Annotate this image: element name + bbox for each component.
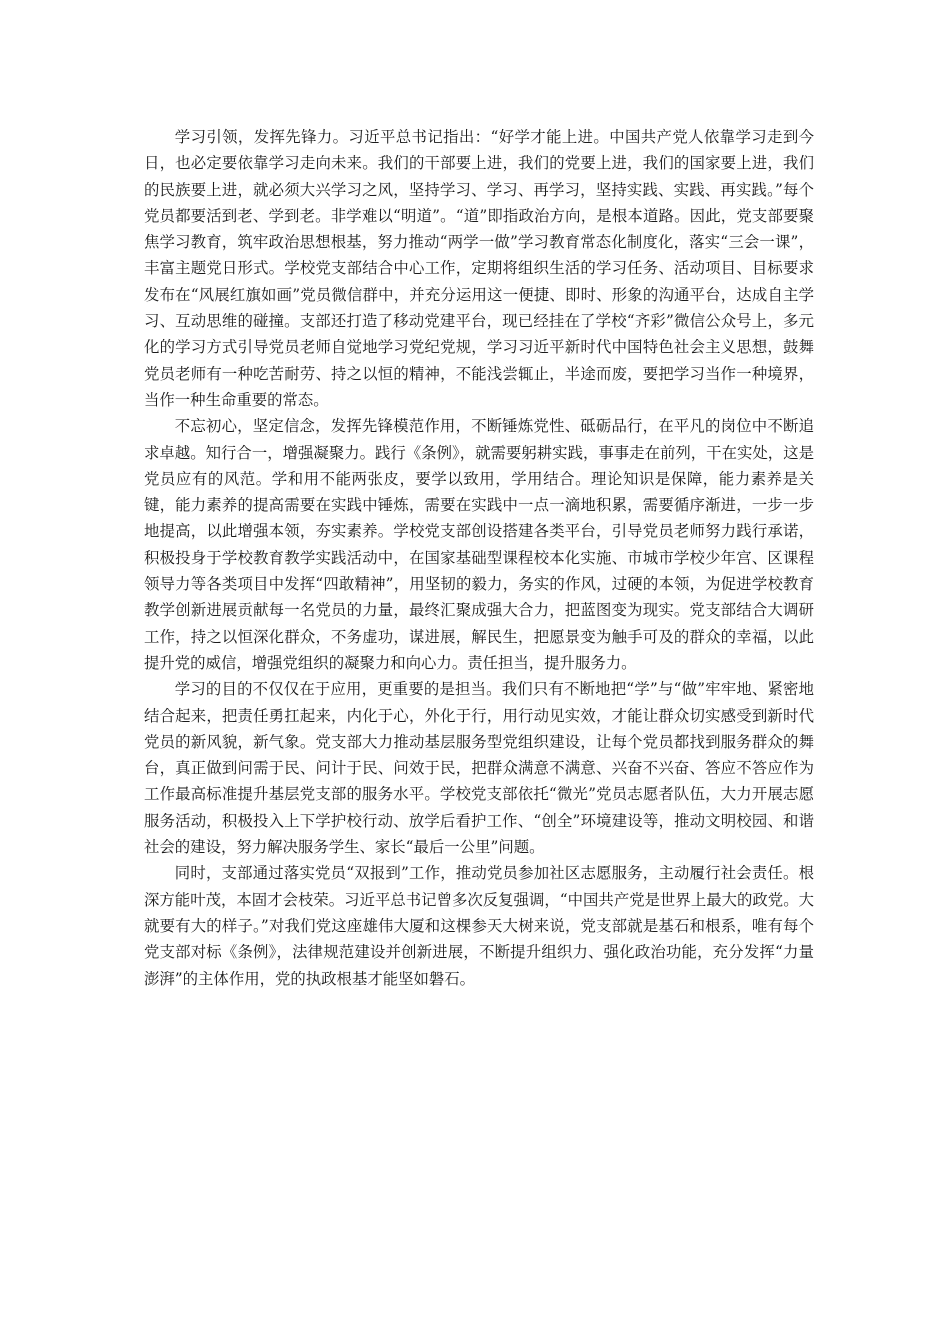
paragraph-conclusion: 同时，支部通过落实党员“双报到”工作，推动党员参加社区志愿服务，主动履行社会责任。根深方能叶茂，本固才会枝荣。习近平总书记曾多次反复强调，“中国共产党是世界上最大的政党。大就要有大的样子。”对我们党这座雄伟大厦和这棵参天大树来说，党支部就是基石和根系，唯有每个党支部对标《条例》，法律规范建设并创新进展，不断提升组织力、强化政治功能，充分发挥“力量澎湃”的主体作用，党的执政根基才能坚如磐石。 — [144, 864, 814, 988]
paragraph-responsibility: 学习的目的不仅仅在于应用，更重要的是担当。我们只有不断地把“学”与“做”牢牢地、紧密地结合起来，把责任勇扛起来，内化于心，外化于行，用行动见实效，才能让群众切实感受到新时代党员的新风貌，新气象。党支部大力推动基层服务型党组织建设，让每个党员都找到服务群众的舞台，真正做到问需于民、问计于民、问效于民，把群众满意不满意、兴奋不兴奋、答应不答应作为工作最高标准提升基层党支部的服务水平。学校党支部依托“微光”党员志愿者队伍，大力开展志愿服务活动，积极投入上下学护校行动、放学后看护工作、“创全”环境建设等，推动文明校园、和谐社会的建设，努力解决服务学生、家长“最后一公里”问题。 — [144, 680, 814, 857]
paragraph-original-aspiration: 不忘初心，坚定信念，发挥先锋模范作用，不断锤炼党性、砥砺品行，在平凡的岗位中不断追求卓越。知行合一，增强凝聚力。践行《条例》，就需要躬耕实践，事事走在前列，干在实处，这是党员应有的风范。学和用不能两张皮，要学以致用，学用结合。理论知识是保障，能力素养是关键，能力素养的提高需要在实践中锤炼，需要在实践中一点一滴地积累，需要循序渐进，一步一步地提高，以此增强本领，夯实素养。学校党支部创设搭建各类平台，引导党员老师努力践行承诺，积极投身于学校教育教学实践活动中，在国家基础型课程校本化实施、市城市学校少年宫、区课程领导力等各类项目中发挥“四敢精神”，用坚韧的毅力，务实的作风，过硬的本领，为促进学校教育教学创新进展贡献每一名党员的力量，最终汇聚成强大合力，把蓝图变为现实。党支部结合大调研工作，持之以恒深化群众，不务虚功，谋进展，解民生，把愿景变为触手可及的群众的幸福，以此提升党的威信，增强党组织的凝聚力和向心力。责任担当，提升服务力。 — [144, 417, 814, 672]
document-body — [144, 124, 814, 992]
paragraph-study-leadership: 学习引领，发挥先锋力。习近平总书记指出：“好学才能上进。中国共产党人依靠学习走到今日，也必定要依靠学习走向未来。我们的干部要上进，我们的党要上进，我们的国家要上进，我们的民族要上进，就必须大兴学习之风，坚持学习、学习、再学习，坚持实践、实践、再实践。”每个党员都要活到老、学到老。非学难以“明道”。“道”即指政治方向，是根本道路。因此，党支部要聚焦学习教育，筑牢政治思想根基，努力推动“两学一做”学习教育常态化制度化，落实“三会一课”，丰富主题党日形式。学校党支部结合中心工作，定期将组织生活的学习任务、活动项目、目标要求发布在“风展红旗如画”党员微信群中，并充分运用这一便捷、即时、形象的沟通平台，达成自主学习、互动思维的碰撞。支部还打造了移动党建平台，现已经挂在了学校“齐彩”微信公众号上，多元化的学习方式引导党员老师自觉地学习党纪党规，学习习近平新时代中国特色社会主义思想，鼓舞党员老师有一种吃苦耐劳、持之以恒的精神，不能浅尝辄止，半途而废，要把学习当作一种境界，当作一种生命重要的常态。 — [144, 128, 814, 409]
